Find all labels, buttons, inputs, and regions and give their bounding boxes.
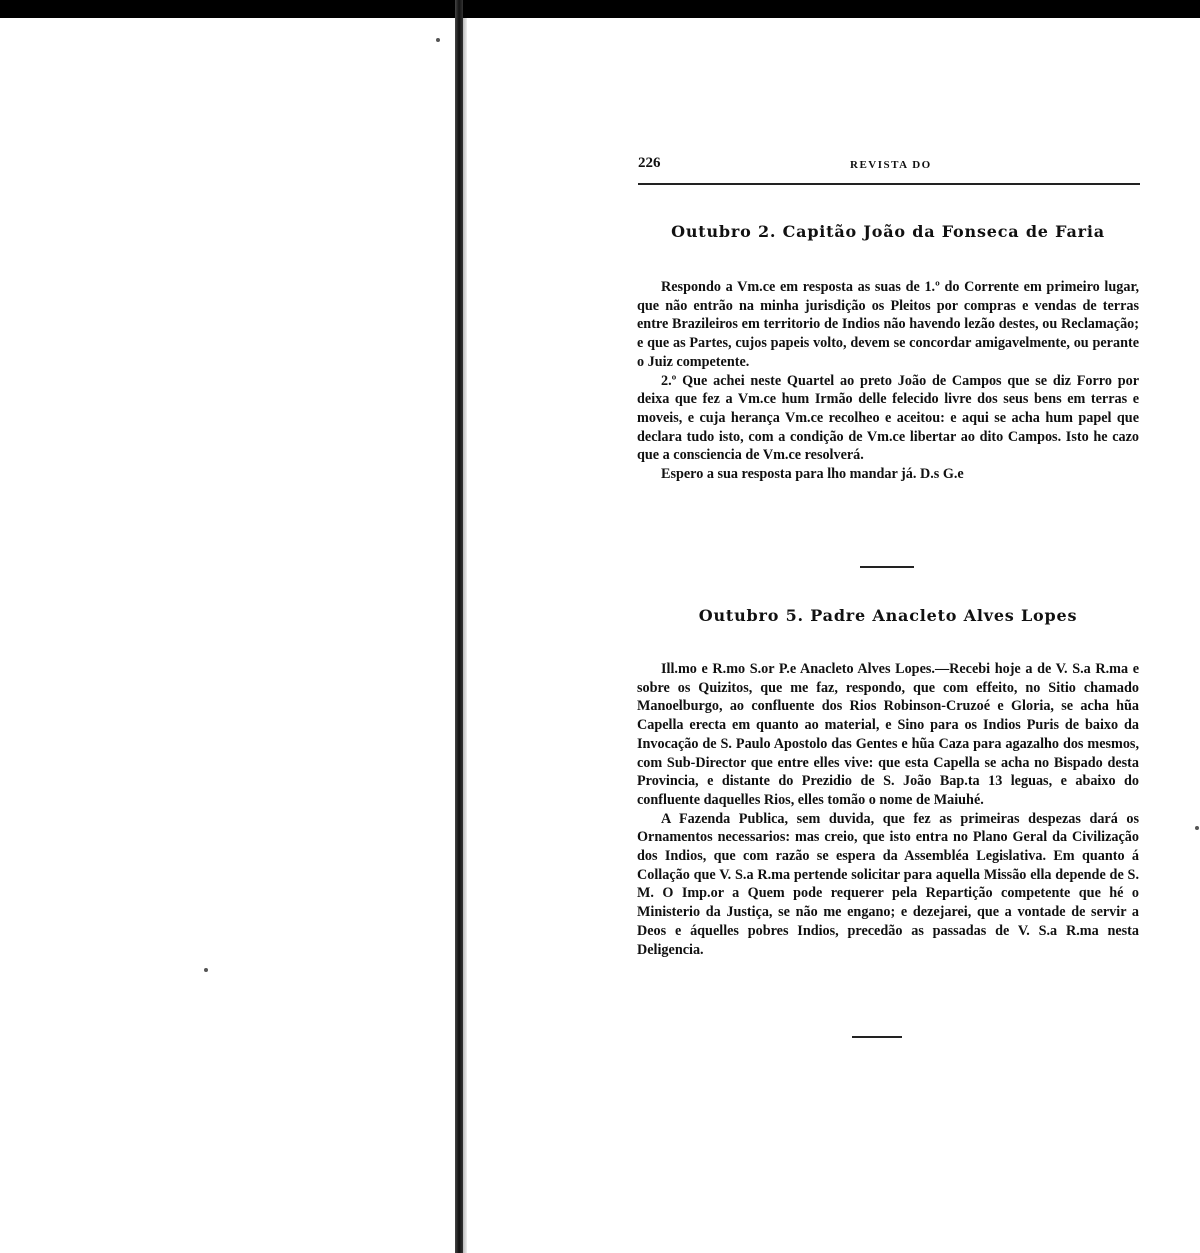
letter-body (637, 660, 1139, 959)
scan-speck (1195, 826, 1199, 830)
page-number: 226 (638, 155, 661, 171)
scan-top-border (0, 0, 1200, 18)
running-head (638, 155, 1140, 185)
letter-paragraph: Ill.mo e R.mo S.or P.e Anacleto Alves Lopes.—Recebi hoje a de V. S.a R.ma e sobre os Quizitos, que me faz, respondo, que com effeito, no Sitio chamado Manoelburgo, ao confluente dos Rios Robinson-Cruzoé e Gloria, se acha hũa Capella erecta em quanto ao material, e Sino para os Indios Puris de baixo da Invocação de S. Paulo Apostolo das Gentes e hũa Caza para agazalho dos mesmos, com Sub-Director que entre elles vive: que esta Capella se acha no Bispado desta Provincia, e distante do Prezidio de S. João Bap.ta 13 leguas, e abaixo do confluente daquelles Rios, elles tomão o nome de Maiuhé. (637, 661, 1139, 808)
left-blank-page (0, 18, 455, 1253)
letter-body (637, 278, 1139, 484)
scan-speck (436, 38, 440, 42)
letter-heading: Outubro 2. Capitão João da Fonseca de Faria (671, 222, 1105, 241)
letter-paragraph: Respondo a Vm.ce em resposta as suas de 1.º do Corrente em primeiro lugar, que não entrão na minha jurisdição os Pleitos por compras e vendas de terras entre Brazileiros em territorio de Indios não havendo lezão destes, ou Reclamação; e que as Partes, cujos papeis volto, devem se concordar amigavelmente, ou perante o Juiz competente. (637, 279, 1139, 370)
scan-speck (204, 968, 208, 972)
journal-title: REVISTA DO (850, 159, 932, 171)
letter-paragraph: Espero a sua resposta para lho mandar já. D.s G.e (661, 466, 964, 483)
section-divider (852, 1036, 902, 1038)
section-divider (860, 566, 914, 568)
letter-paragraph: 2.º Que achei neste Quartel ao preto João de Campos que se diz Forro por deixa que fez a Vm.ce hum Irmão delle felecido livre dos seus bens em terras e moveis, e cuja herança Vm.ce recolheo e aceitou: e aqui se acha hum papel que declara tudo isto, com a condição de Vm.ce libertar ao dito Campos. Isto he cazo que a consciencia de Vm.ce resolverá. (637, 372, 1139, 464)
right-page (467, 18, 1200, 1253)
book-spine-shadow (455, 0, 463, 1253)
letter-heading: Outubro 5. Padre Anacleto Alves Lopes (698, 606, 1078, 625)
letter-paragraph: A Fazenda Publica, sem duvida, que fez as primeiras despezas dará os Ornamentos necessarios: mas creio, que isto entra no Plano Geral da Civilização dos Indios, que com razão se espera da Assembléa Legislativa. Em quanto á Collação que V. S.a R.ma pertende solicitar para aquella Missão ella depende de S. M. O Imp.or a Quem pode requerer pela Repartição competente que hé o Ministerio da Justiça, se não me engano; e dezejarei, que a vontade de servir a Deos e áquelles pobres Indios, precedão as passadas de V. S.a R.ma nesta Deligencia. (637, 810, 1139, 958)
